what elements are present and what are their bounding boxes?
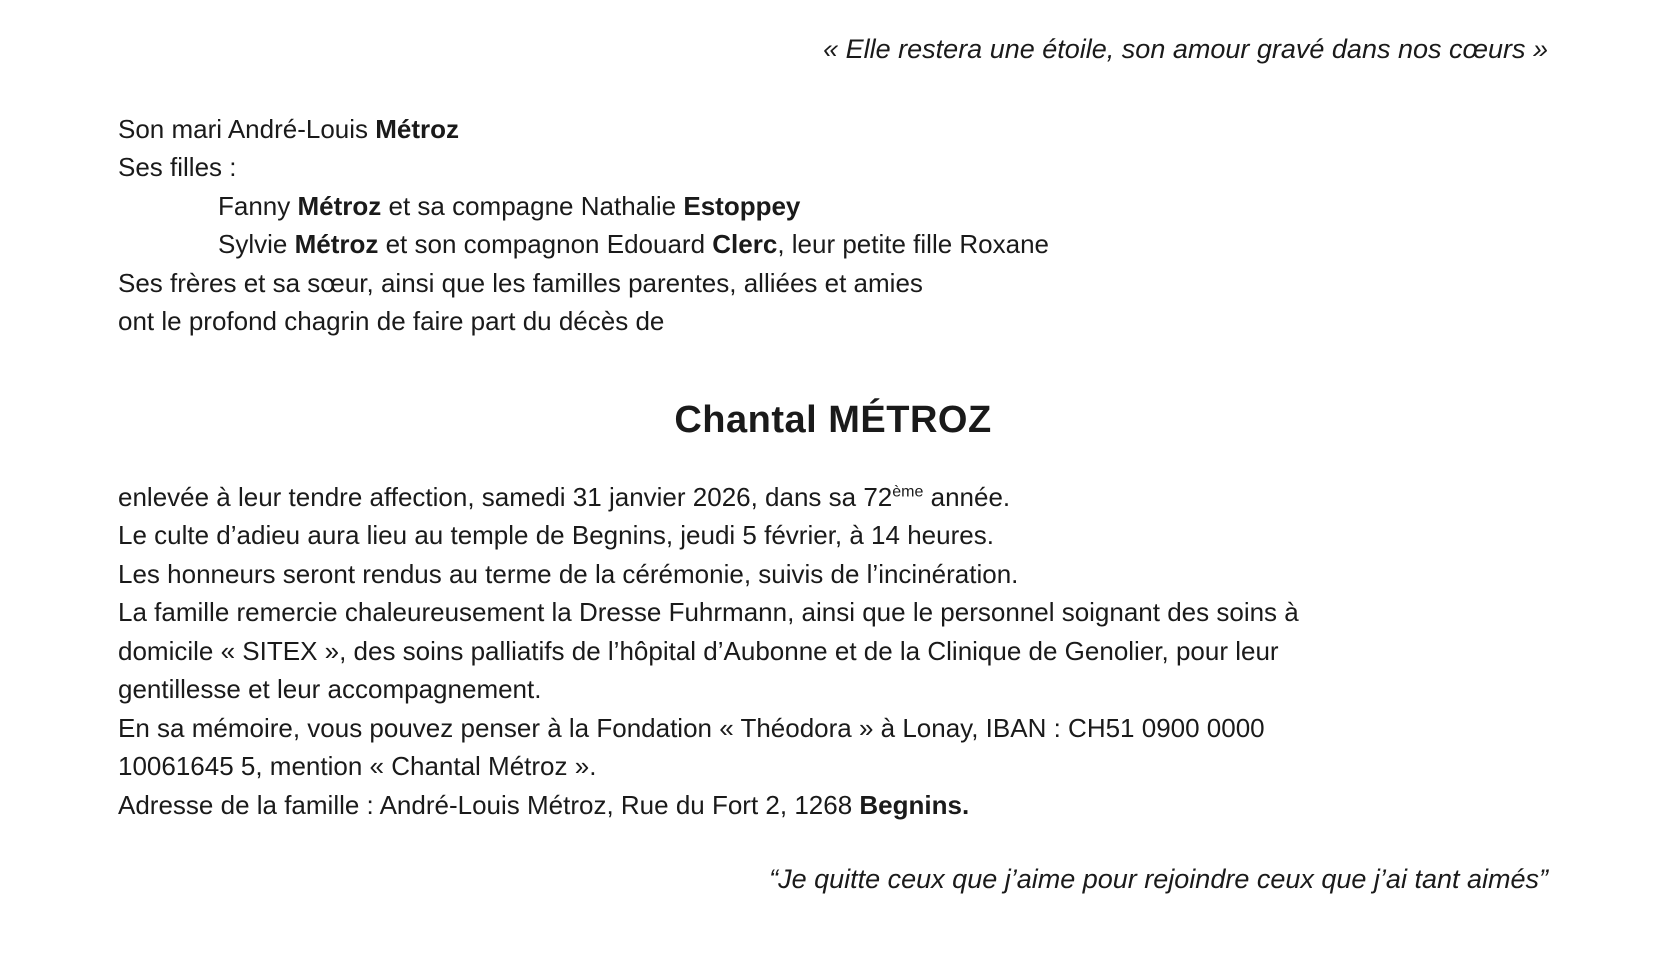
text-segment: Adresse de la famille : André-Louis Métroz, Rue du Fort 2, 1268 (118, 789, 860, 820)
text-line (118, 555, 1548, 594)
text-segment: La famille remercie chaleureusement la Dresse Fuhrmann, ainsi que le personnel soignant des soins à (118, 597, 1299, 627)
text-segment: ont le profond chagrin de faire part du décès de (118, 306, 665, 336)
text-line (118, 478, 1548, 517)
text-segment: gentillesse et leur accompagnement. (118, 674, 542, 704)
text-segment: et son compagnon Edouard (378, 229, 713, 259)
bold-text-segment: Clerc (712, 229, 778, 259)
text-line (118, 187, 1548, 226)
bottom-quote: “Je quitte ceux que j’aime pour rejoindre ceux que j’ai tant aimés” (769, 864, 1548, 894)
text-segment: Les honneurs seront rendus au terme de la cérémonie, suivis de l’incinération. (118, 558, 1019, 589)
text-segment: Le culte d’adieu aura lieu au temple de Begnins, jeudi 5 février, à 14 heures. (118, 520, 994, 550)
text-line (118, 225, 1548, 264)
text-segment: ème (892, 482, 924, 500)
text-line (118, 593, 1548, 632)
deceased-name-title: Chantal MÉTROZ (674, 398, 992, 441)
text-line (118, 670, 1548, 709)
text-segment: En sa mémoire, vous pouvez penser à la Fondation « Théodora » à Lonay, IBAN : CH51 0900 0000 (118, 712, 1265, 743)
text-line (118, 786, 1548, 825)
top-quote: « Elle restera une étoile, son amour gravé dans nos cœurs » (823, 34, 1548, 64)
text-segment: Fanny (218, 190, 298, 221)
bold-text-segment: Begnins. (859, 789, 970, 820)
text-segment: et sa compagne Nathalie (381, 190, 684, 221)
text-segment: Ses filles : (118, 152, 237, 182)
text-segment: année. (923, 481, 1011, 512)
text-segment: Son mari André-Louis (118, 113, 376, 144)
text-segment: 10061645 5, mention « Chantal Métroz ». (118, 751, 597, 781)
text-segment: Ses frères et sa sœur, ainsi que les familles parentes, alliées et amies (118, 267, 923, 298)
text-line (118, 709, 1548, 748)
announcement-body-block (118, 478, 1548, 825)
family-intro-block (118, 110, 1548, 341)
text-line (118, 110, 1548, 149)
text-line (118, 632, 1548, 671)
document-content (118, 0, 1548, 899)
text-line (118, 747, 1548, 786)
text-segment: domicile « SITEX », des soins palliatifs de l’hôpital d’Aubonne et de la Clinique de Genolier, pour leur (118, 635, 1279, 666)
text-line (118, 148, 1548, 187)
bold-text-segment: Métroz (375, 113, 460, 144)
text-line (118, 302, 1548, 341)
text-segment: Sylvie (218, 229, 295, 259)
bold-text-segment: Métroz (294, 229, 379, 259)
bold-text-segment: Estoppey (683, 190, 801, 221)
text-segment: , leur petite fille Roxane (777, 229, 1050, 259)
text-segment: enlevée à leur tendre affection, samedi 31 janvier 2026, dans sa 72 (118, 481, 893, 512)
text-line (118, 264, 1548, 303)
text-line (118, 516, 1548, 555)
bold-text-segment: Métroz (297, 190, 382, 221)
